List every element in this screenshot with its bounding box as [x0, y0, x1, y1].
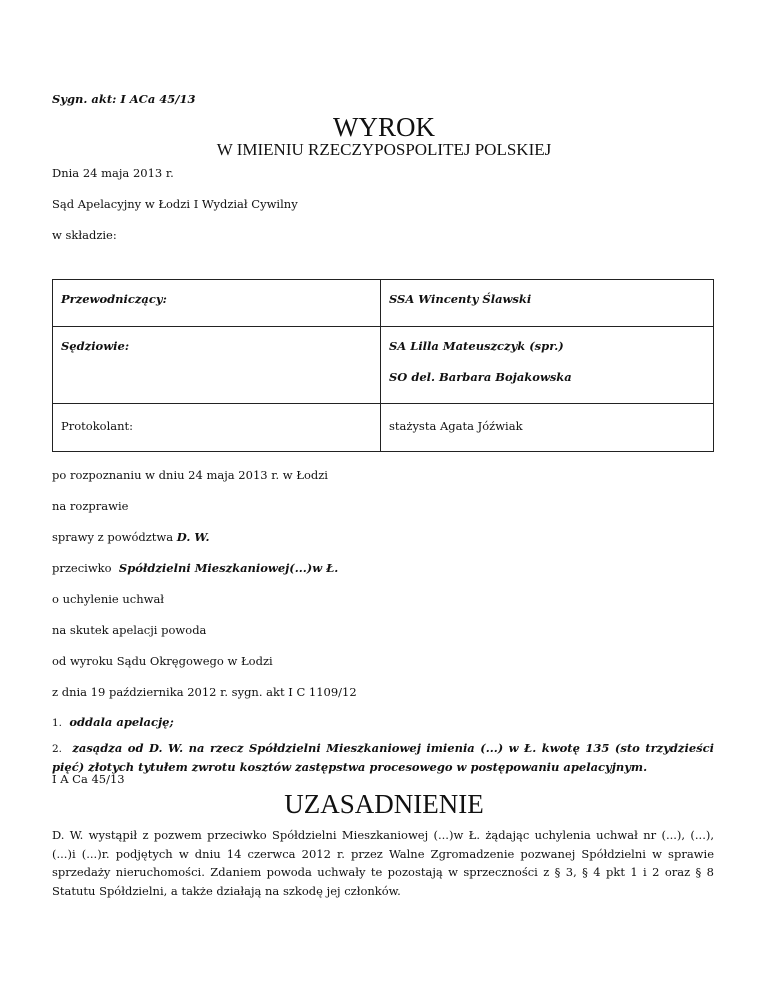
plaintiff-name: D. W. [176, 530, 210, 544]
sentence-item-number: 1. [52, 717, 63, 729]
judge-name: SO del. Barbara Bojakowska [389, 370, 572, 384]
sentence-item-text: zasądza od D. W. na rzecz Spółdzielni Mieszkaniowej imienia (...) w Ł. kwotę 135 (sto trzydzieści pięć) złotych tytułem zwrotu kosztów zastępstwa procesowego w postępowaniu apelacyjnym. [52, 741, 714, 774]
judge-name: SA Lilla Mateuszczyk (spr.) [389, 339, 564, 353]
proceedings-line: z dnia 19 października 2012 r. sygn. akt I C 1109/12 [52, 685, 357, 699]
judges-label: Sędziowie: [61, 339, 130, 353]
plaintiff-line [52, 530, 209, 544]
clerk-name: stażysta Agata Jóźwiak [389, 419, 523, 433]
table-row [53, 280, 714, 327]
proceedings-line: od wyroku Sądu Okręgowego w Łodzi [52, 654, 273, 668]
plaintiff-prefix: sprawy z powództwa [52, 530, 177, 544]
sentence-item-number: 2. [52, 743, 63, 755]
chair-label: Przewodniczący: [61, 292, 167, 306]
chair-name-cell [381, 280, 714, 327]
clerk-label: Protokolant: [61, 419, 134, 433]
clerk-name-cell [381, 404, 714, 452]
justification-title: UZASADNIENIE [284, 789, 484, 819]
proceedings-line: na skutek apelacji powoda [52, 623, 207, 637]
clerk-label-cell [53, 404, 381, 452]
sentence-item-text: oddala apelację; [69, 715, 174, 729]
proceedings-line: na rozprawie [52, 499, 129, 513]
defendant-prefix: przeciwko [52, 561, 116, 575]
composition-label: w składzie: [52, 228, 117, 242]
judgment-date: Dnia 24 maja 2013 r. [52, 166, 174, 180]
chair-name: SSA Wincenty Ślawski [389, 292, 532, 306]
panel-table [52, 279, 714, 452]
sentence-item-2 [52, 739, 714, 776]
justification-paragraph: D. W. wystąpił z pozwem przeciwko Spółdzielni Mieszkaniowej (...)w Ł. żądając uchylenia uchwał nr (...), (...), (...)i (...)r. podjętych w dniu 14 czerwca 2012 r. przez Walne Zgromadzenie pozwanej Spółdzielni w sprawie sprzedaży nieruchomości. Zdaniem powoda uchwały te pozostają w sprzeczności z § 3, § 4 pkt 1 i 2 oraz § 8 Statutu Spółdzielni, a także działają na szkodę jej członków. [52, 828, 714, 898]
case-reference: I A Ca 45/13 [52, 772, 125, 786]
chair-label-cell [53, 280, 381, 327]
proceedings-line: o uchylenie uchwał [52, 592, 165, 606]
court-name: Sąd Apelacyjny w Łodzi I Wydział Cywilny [52, 197, 298, 211]
defendant-line [52, 561, 338, 575]
case-signature: Sygn. akt: I ACa 45/13 [52, 92, 196, 106]
proceedings-line: po rozpoznaniu w dniu 24 maja 2013 r. w Łodzi [52, 468, 328, 482]
judges-label-cell [53, 327, 381, 404]
document-subtitle: W IMIENIU RZECZYPOSPOLITEJ POLSKIEJ [216, 140, 552, 159]
defendant-name: Spółdzielni Mieszkaniowej(...)w Ł. [118, 561, 339, 575]
table-row [53, 404, 714, 452]
document-title: WYROK [333, 112, 435, 142]
sentence-item-1 [52, 713, 714, 732]
table-row [53, 327, 714, 404]
judges-names-cell [381, 327, 714, 404]
